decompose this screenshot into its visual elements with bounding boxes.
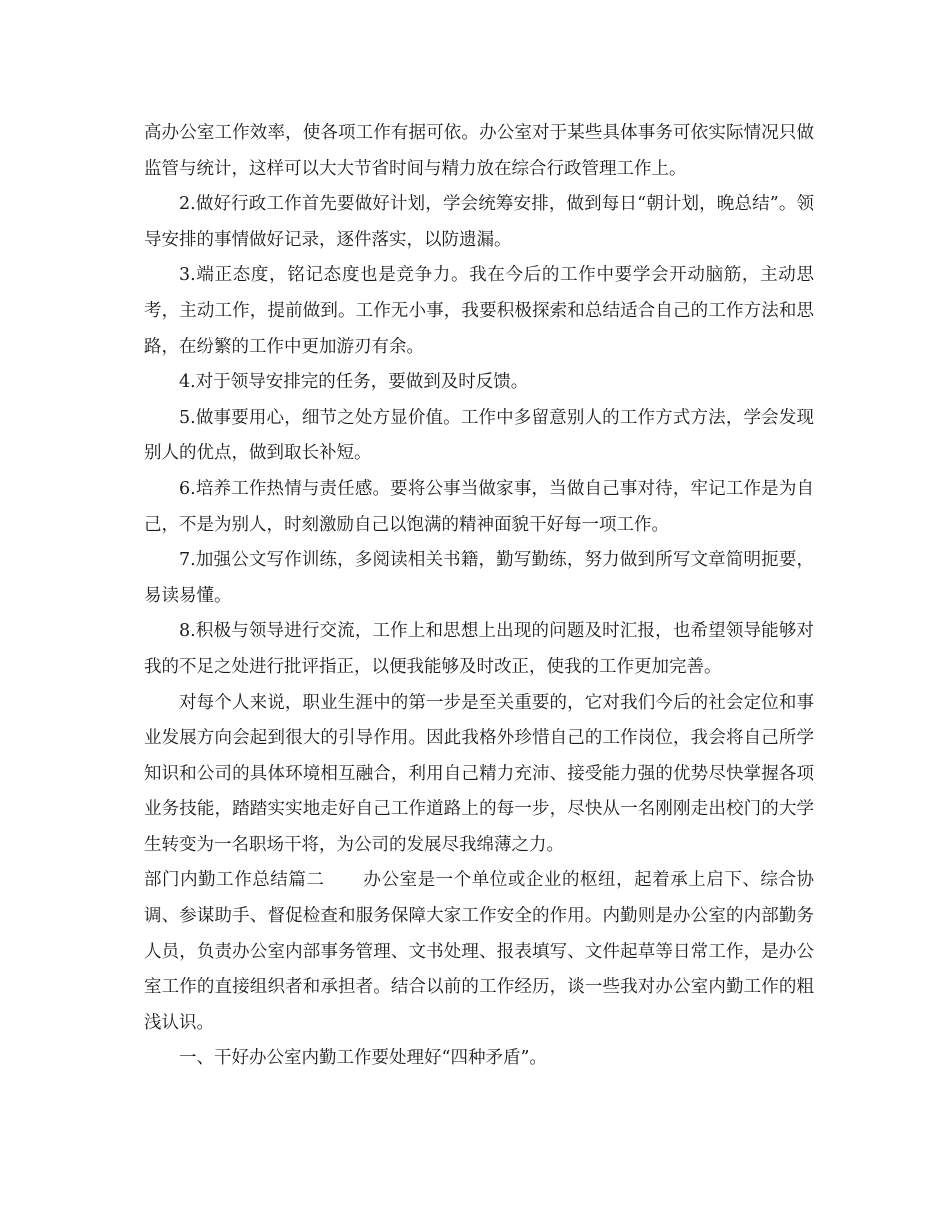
paragraph-item-7: 7.加强公文写作训练，多阅读相关书籍，勤写勤练，努力做到所写文章简明扼要，易读易懂。 bbox=[144, 550, 814, 606]
document-body bbox=[144, 116, 814, 1077]
paragraph-intro-continuation: 高办公室工作效率，使各项工作有据可依。办公室对于某些具体事务可依实际情况只做监管与统计，这样可以大大节省时间与精力放在综合行政管理工作上。 bbox=[144, 123, 814, 179]
paragraph-item-3: 3.端正态度，铭记态度也是竞争力。我在今后的工作中要学会开动脑筋，主动思考，主动工作，提前做到。工作无小事，我要积极探索和总结适合自己的工作方法和思路，在纷繁的工作中更加游刃有余。 bbox=[144, 265, 814, 357]
paragraph-four-contradictions: 一、干好办公室内勤工作要处理好“四种矛盾”。 bbox=[179, 1048, 547, 1069]
paragraph-item-2: 2.做好行政工作首先要做好计划，学会统筹安排，做到每日“朝计划，晚总结”。领导安排的事情做好记录，逐件落实，以防遗漏。 bbox=[144, 194, 814, 250]
section-heading: 部门内勤工作总结篇二 bbox=[144, 870, 325, 891]
paragraph-item-4: 4.对于领导安排完的任务，要做到及时反馈。 bbox=[179, 372, 529, 393]
paragraph-item-5: 5.做事要用心，细节之处方显价值。工作中多留意别人的工作方式方法，学会发现别人的优点，做到取长补短。 bbox=[144, 407, 814, 464]
paragraph-item-6: 6.培养工作热情与责任感。要将公事当做家事，当做自己事对待，牢记工作是为自己，不是为别人，时刻激励自己以饱满的精神面貌干好每一项工作。 bbox=[144, 478, 814, 535]
paragraph-career-reflection: 对每个人来说，职业生涯中的第一步是至关重要的，它对我们今后的社会定位和事业发展方向会起到很大的引导作用。因此我格外珍惜自己的工作岗位，我会将自己所学知识和公司的具体环境相互融合，利用自己精力充沛、接受能力强的优势尽快掌握各项业务技能，踏踏实实地走好自己工作道路上的每一步，尽快从一名刚刚走出校门的大学生转变为一名职场干将，为公司的发展尽我绵薄之力。 bbox=[144, 692, 814, 855]
paragraph-item-8: 8.积极与领导进行交流，工作上和思想上出现的问题及时汇报，也希望领导能够对我的不足之处进行批评指正，以便我能够及时改正，使我的工作更加完善。 bbox=[144, 621, 814, 677]
section-two-text: 办公室是一个单位或企业的枢纽，起着承上启下、综合协调、参谋助手、督促检查和服务保障大家工作安全的作用。内勤则是办公室的内部勤务人员，负责办公室内部事务管理、文书处理、报表填写、文件起草等日常工作，是办公室工作的直接组织者和承担者。结合以前的工作经历，谈一些我对办公室内勤工作的粗浅认识。 bbox=[144, 870, 815, 1033]
section-two-paragraph bbox=[144, 863, 814, 1041]
